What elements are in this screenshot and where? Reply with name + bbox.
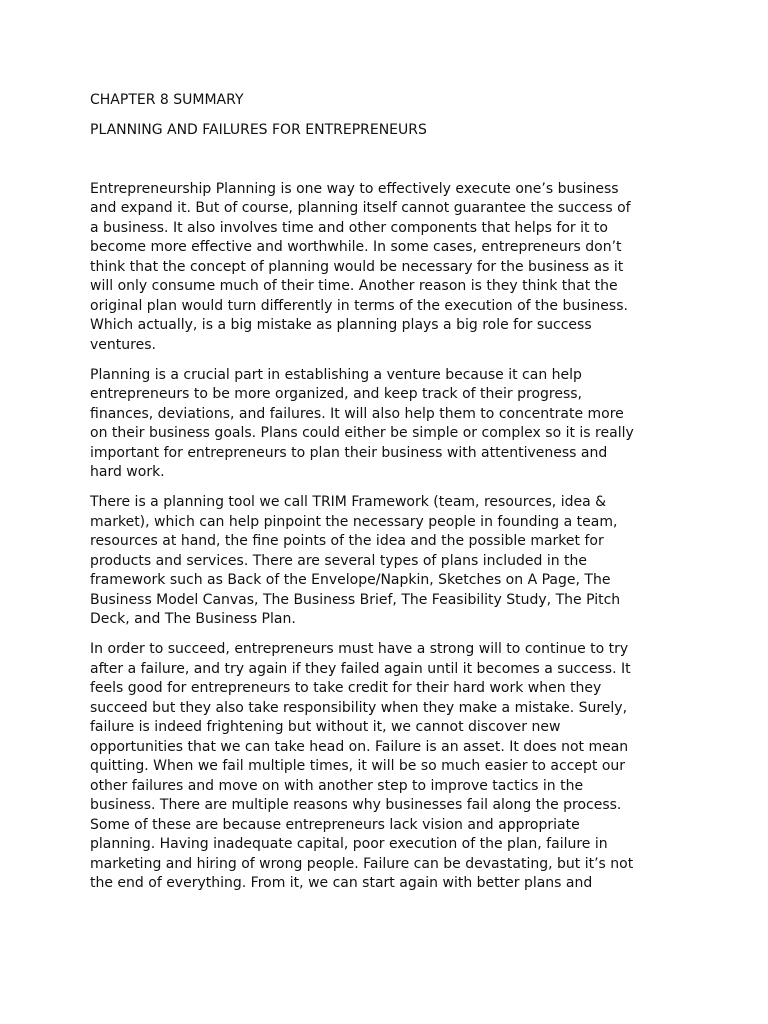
paragraph-line: entrepreneurs to be more organized, and keep track of their progress,	[90, 386, 583, 402]
paragraph-line: framework such as Back of the Envelope/Napkin, Sketches on A Page, The	[90, 572, 611, 588]
paragraph-line: finances, deviations, and failures. It will also help them to concentrate more	[90, 405, 624, 422]
body-paragraph	[90, 493, 682, 630]
paragraph-line: There is a planning tool we call TRIM Framework (team, resources, idea &	[90, 494, 607, 510]
paragraph-line: the end of everything. From it, we can start again with better plans and	[90, 875, 593, 891]
paragraph-line: In order to succeed, entrepreneurs must have a strong will to continue to try	[90, 641, 629, 657]
paragraph-line: Which actually, is a big mistake as planning plays a big role for success	[90, 317, 592, 333]
paragraph-line: a business. It also involves time and other components that helps for it to	[90, 219, 608, 236]
body-text	[90, 180, 682, 894]
heading-spacer	[90, 141, 682, 180]
paragraph-line: become more effective and worthwhile. In some cases, entrepreneurs don’t	[90, 239, 622, 255]
paragraph-line: market), which can help pinpoint the necessary people in founding a team,	[90, 513, 618, 530]
paragraph-line: business. There are multiple reasons why businesses fail along the process.	[90, 797, 622, 813]
paragraph-line: and expand it. But of course, planning itself cannot guarantee the success of	[90, 200, 631, 216]
paragraph-line: think that the concept of planning would be necessary for the business as it	[90, 258, 624, 275]
paragraph-line: quitting. When we fail multiple times, it will be so much easier to accept our	[90, 758, 626, 774]
paragraph-line: succeed but they also take responsibility when they make a mistake. Surely,	[90, 699, 628, 716]
paragraph-line: planning. Having inadequate capital, poor execution of the plan, failure in	[90, 836, 608, 852]
paragraph-line: resources at hand, the fine points of the idea and the possible market for	[90, 533, 604, 549]
paragraph-line: on their business goals. Plans could either be simple or complex so it is really	[90, 425, 634, 441]
body-paragraph	[90, 366, 682, 483]
paragraph-line: products and services. There are several types of plans included in the	[90, 552, 588, 569]
paragraph-line: Business Model Canvas, The Business Brief, The Feasibility Study, The Pitch	[90, 591, 621, 608]
paragraph-line: feels good for entrepreneurs to take credit for their hard work when they	[90, 680, 602, 696]
document-content	[90, 91, 682, 904]
paragraph-line: hard work.	[90, 464, 165, 480]
paragraph-line: Entrepreneurship Planning is one way to effectively execute one’s business	[90, 180, 619, 197]
paragraph-line: ventures.	[90, 336, 156, 353]
paragraph-line: original plan would turn differently in terms of the execution of the business.	[90, 297, 628, 314]
paragraph-line: other failures and move on with another step to improve tactics in the	[90, 777, 584, 794]
body-paragraph	[90, 180, 682, 356]
paragraph-line: Some of these are because entrepreneurs lack vision and appropriate	[90, 816, 580, 833]
chapter-subtitle: PLANNING AND FAILURES FOR ENTREPRENEURS	[90, 122, 427, 138]
chapter-title: CHAPTER 8 SUMMARY	[90, 92, 244, 108]
paragraph-line: marketing and hiring of wrong people. Failure can be devastating, but it’s not	[90, 855, 634, 872]
body-paragraph	[90, 640, 682, 894]
paragraph-line: Planning is a crucial part in establishing a venture because it can help	[90, 366, 582, 383]
paragraph-line: important for entrepreneurs to plan their business with attentiveness and	[90, 444, 608, 461]
paragraph-line: failure is indeed frightening but without it, we cannot discover new	[90, 719, 561, 735]
paragraph-line: Deck, and The Business Plan.	[90, 611, 296, 627]
paragraph-line: will only consume much of their time. Another reason is they think that the	[90, 278, 618, 294]
paragraph-line: opportunities that we can take head on. Failure is an asset. It does not mean	[90, 738, 629, 755]
paragraph-line: after a failure, and try again if they failed again until it becomes a success. It	[90, 660, 631, 677]
